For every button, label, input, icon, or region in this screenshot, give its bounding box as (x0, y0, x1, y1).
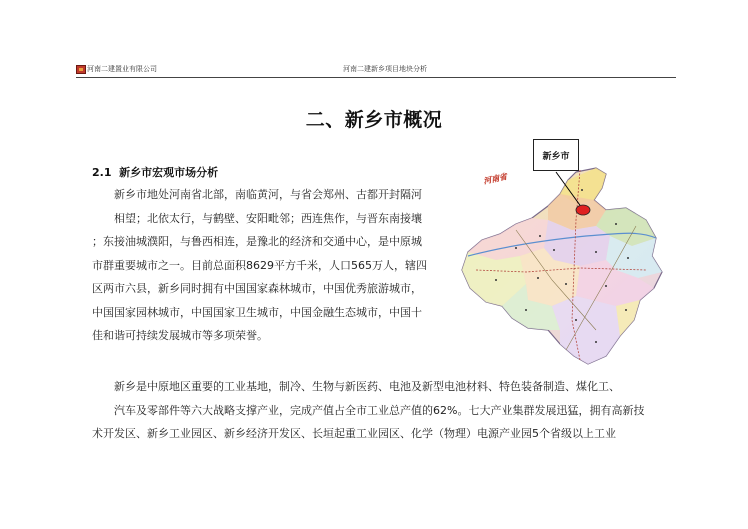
paragraph-2 (92, 375, 679, 446)
document-title: 河南二建新乡项目地块分析 (343, 65, 427, 73)
map-region (552, 296, 620, 364)
paragraph-line: 新乡市地处河南省北部，南临黄河，与省会郑州、古都开封隔河 (114, 188, 422, 201)
paragraph-line: 新乡是中原地区重要的工业基地，制冷、生物与新医药、电池及新型电池材料、特色装备制造、煤化工、 (114, 380, 620, 393)
section-heading (92, 164, 218, 180)
paragraph-line: ；东接油城濮阳，与鲁西相连，是豫北的经济和交通中心，是中原城 (92, 235, 422, 248)
company-name: 河南二建置业有限公司 (87, 65, 157, 73)
company-logo-icon (76, 65, 86, 74)
page-title: 二、新乡市概况 (305, 109, 443, 131)
map-region (616, 300, 640, 336)
paragraph-1 (92, 183, 459, 348)
header-divider (76, 77, 676, 78)
section-title: 新乡市宏观市场分析 (119, 166, 219, 179)
map-callout-box (533, 139, 579, 171)
callout-label: 新乡市 (542, 151, 570, 162)
paragraph-line: 佳和谐可持续发展城市等多项荣誉。 (92, 329, 268, 342)
page-header (76, 63, 676, 77)
section-number: 2.1 (92, 166, 112, 179)
paragraph-line: 相望；北依太行，与鹤壁、安阳毗邻；西连焦作，与晋东南接壤 (114, 211, 422, 225)
province-label: 河南省 (482, 171, 508, 186)
paragraph-line: 术开发区、新乡工业园区、新乡经济开发区、长垣起重工业园区、化学（物理）电源产业园5个省级以上工业 (92, 427, 616, 440)
paragraph-line: 市群重要城市之一。目前总面积8629平方千米，人口565万人，辖四 (92, 258, 427, 272)
xinxiang-location-marker (576, 205, 590, 215)
henan-map-svg (456, 160, 668, 370)
paragraph-line: 中国国家园林城市，中国国家卫生城市，中国金融生态城市，中国十 (92, 305, 422, 319)
henan-province-map (456, 160, 668, 370)
paragraph-line: 汽车及零部件等六大战略支撑产业，完成产值占全市工业总产值的62%。七大产业集群发展迅猛，拥有高新技 (114, 403, 645, 417)
paragraph-line: 区两市六县，新乡同时拥有中国国家森林城市，中国优秀旅游城市， (92, 282, 422, 295)
